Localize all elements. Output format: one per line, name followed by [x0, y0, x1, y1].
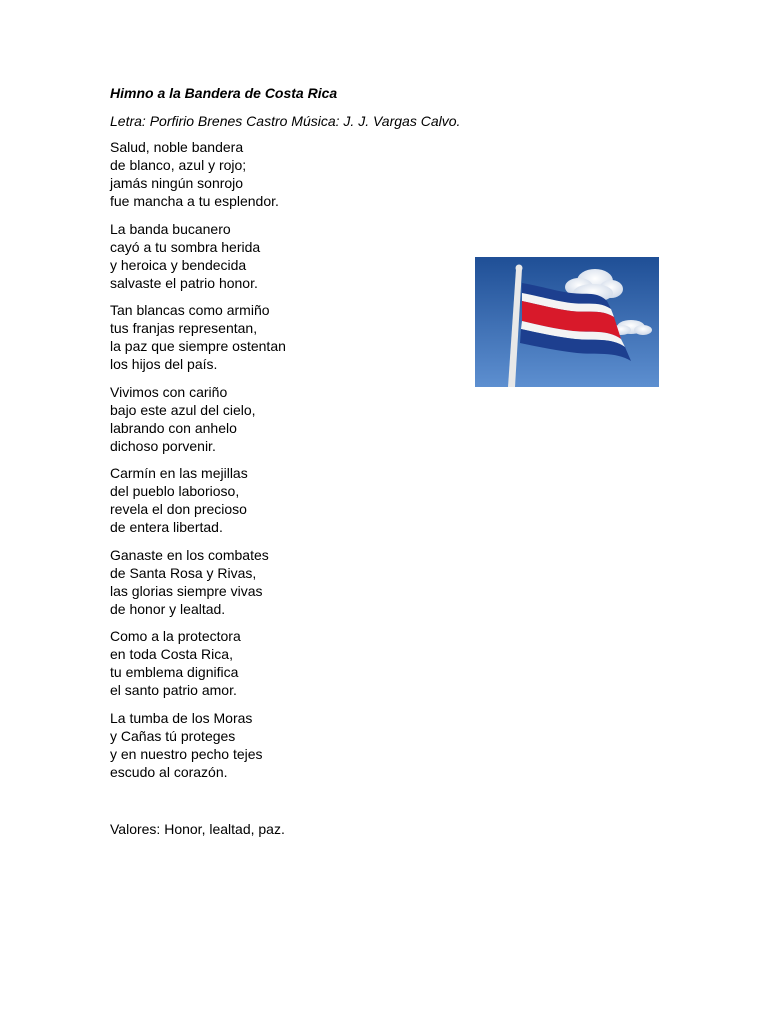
verse-line: labrando con anhelo	[110, 419, 237, 436]
verse-line: el santo patrio amor.	[110, 682, 237, 698]
stanza	[110, 138, 450, 210]
verse-line: tus franjas representan,	[110, 320, 258, 336]
verse-line: La tumba de los Moras	[110, 709, 253, 726]
verse-line: La banda bucanero	[110, 220, 231, 237]
verse-line: la paz que siempre ostentan	[110, 338, 286, 354]
verse-line: Salud, noble bandera	[110, 139, 244, 155]
verse-line: Ganaste en los combates	[110, 546, 269, 563]
stanza	[110, 301, 450, 373]
document-title: Himno a la Bandera de Costa Rica	[110, 85, 338, 101]
verse-line: de honor y lealtad.	[110, 600, 226, 617]
values-line: Valores: Honor, lealtad, paz.	[110, 821, 285, 837]
verse-line: las glorias siempre vivas	[110, 582, 263, 599]
verse-line: revela el don precioso	[110, 501, 247, 517]
verse-line: y heroica y bendecida	[110, 256, 247, 273]
verse-line: bajo este azul del cielo,	[110, 401, 256, 418]
stanza	[110, 709, 450, 781]
verse-line: salvaste el patrio honor.	[110, 274, 258, 291]
verse-line: Tan blancas como armiño	[110, 302, 270, 318]
verse-line: cayó a tu sombra herida	[110, 238, 261, 255]
document-credits: Letra: Porfirio Brenes Castro Música: J. J. Vargas Calvo.	[110, 113, 461, 129]
verse-line: y en nuestro pecho tejes	[110, 745, 263, 762]
verse-line: de Santa Rosa y Rivas,	[110, 564, 257, 581]
verse-line: jamás ningún sonrojo	[110, 175, 244, 191]
verse-line: Como a la protectora	[110, 628, 241, 644]
verse-line: escudo al corazón.	[110, 763, 228, 780]
verse-line: de blanco, azul y rojo;	[110, 157, 247, 173]
stanza	[110, 546, 450, 618]
stanza	[110, 220, 450, 292]
verse-line: en toda Costa Rica,	[110, 646, 233, 662]
anthem-text	[110, 84, 461, 790]
stanza	[110, 464, 450, 536]
verse-line: tu emblema dignifica	[110, 664, 239, 680]
stanza	[110, 383, 450, 455]
costa-rica-flag-photo	[475, 257, 659, 387]
verse-line: dichoso porvenir.	[110, 437, 216, 454]
stanza	[110, 627, 450, 699]
verse-line: Carmín en las mejillas	[110, 465, 248, 481]
verse-line: del pueblo laborioso,	[110, 483, 240, 499]
verse-line: y Cañas tú proteges	[110, 727, 236, 744]
verse-line: Vivimos con cariño	[110, 383, 228, 400]
verse-line: fue mancha a tu esplendor.	[110, 193, 279, 209]
verse-line: los hijos del país.	[110, 356, 218, 372]
verse-line: de entera libertad.	[110, 519, 223, 535]
